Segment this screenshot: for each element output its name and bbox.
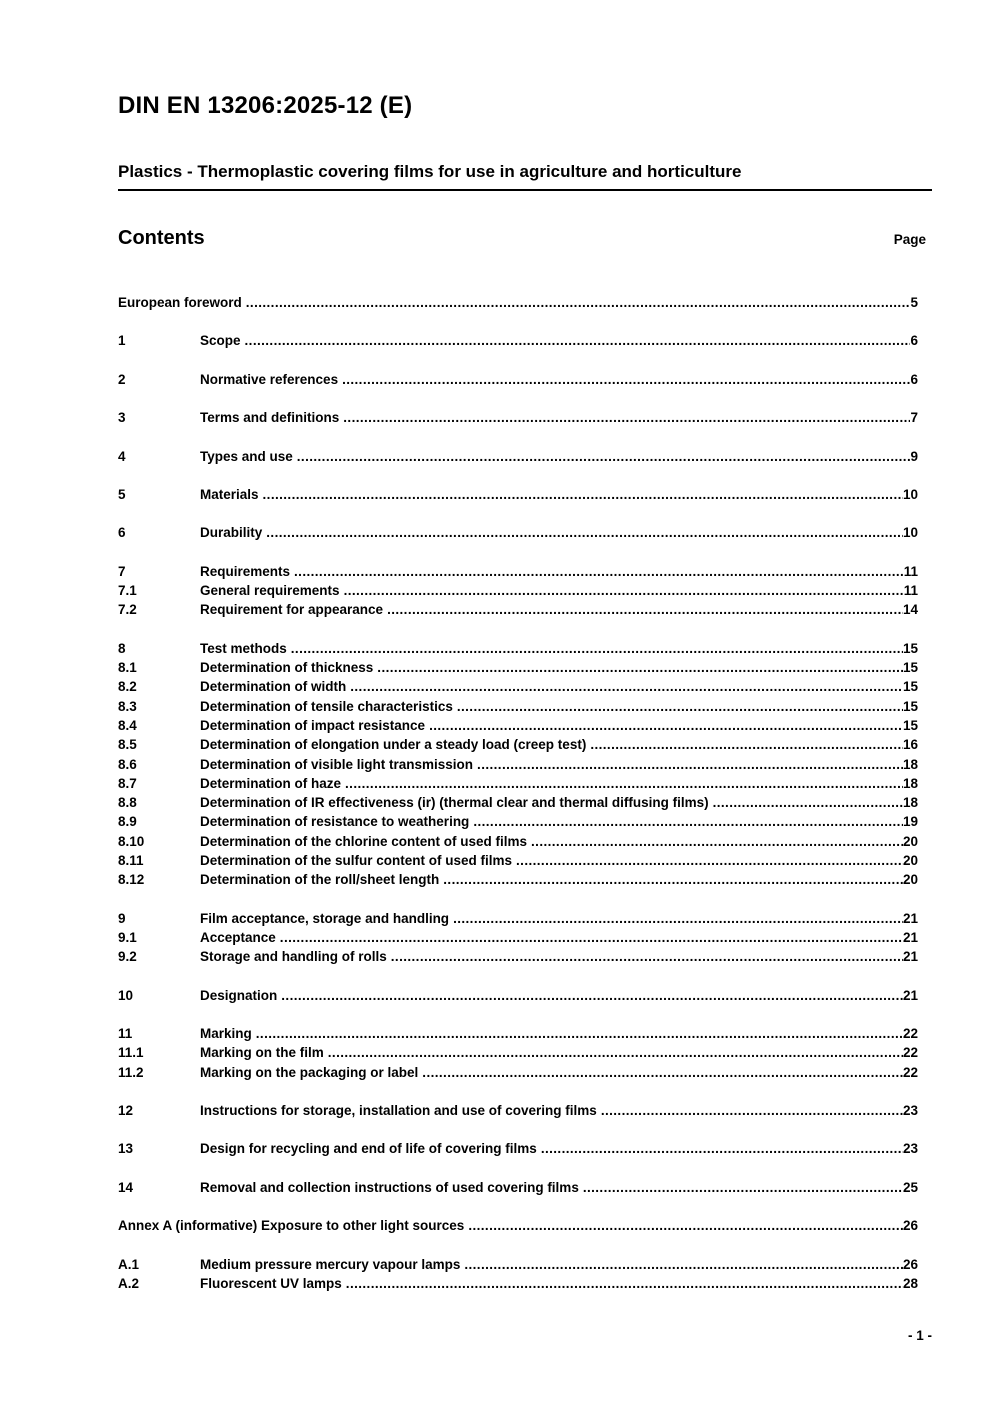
toc-page-number: 18 <box>902 775 918 791</box>
toc-page-number: 16 <box>902 737 918 753</box>
toc-dot-leader <box>342 370 910 389</box>
toc-dot-leader <box>387 600 903 619</box>
toc-entry-title: Fluorescent UV lamps <box>200 1275 342 1291</box>
toc-page-number: 6 <box>910 333 918 349</box>
toc-row <box>118 909 932 928</box>
toc-section-number: 8.1 <box>118 660 137 676</box>
toc-entry-title: Determination of resistance to weathering <box>200 814 470 830</box>
toc-section-number: A.1 <box>118 1256 140 1272</box>
toc-page-number: 23 <box>902 1103 918 1119</box>
toc-row <box>118 1274 932 1293</box>
toc-entry-title: European foreword <box>118 295 242 310</box>
toc-entry-title: Determination of thickness <box>200 660 374 676</box>
toc-page-number: 21 <box>902 987 918 1003</box>
toc-dot-leader <box>583 1178 903 1197</box>
toc-entry-title: Medium pressure mercury vapour lamps <box>200 1256 461 1272</box>
toc-entry-title: Durability <box>200 525 263 541</box>
toc-page-number: 22 <box>902 1026 918 1042</box>
toc-section-number: 5 <box>118 486 126 502</box>
toc-row <box>118 293 932 312</box>
toc-entry-title: Determination of visible light transmission <box>200 756 474 772</box>
toc-entry-title: Terms and definitions <box>200 410 340 426</box>
toc-page-number: 22 <box>902 1045 918 1061</box>
toc-section-number: 9 <box>118 910 126 926</box>
toc-entry-title: Determination of IR effectiveness (ir) (thermal clear and thermal diffusing films) <box>200 795 709 811</box>
toc-page-number: 15 <box>902 679 918 695</box>
toc-dot-leader <box>281 986 903 1005</box>
toc-section-number: 13 <box>118 1141 134 1157</box>
toc-entry-title: Marking on the film <box>200 1045 324 1061</box>
toc-entry-title: Removal and collection instructions of used covering films <box>200 1179 579 1195</box>
toc-dot-leader <box>468 1216 903 1235</box>
toc-section-number: 8.5 <box>118 737 137 753</box>
toc-dot-leader <box>343 408 910 427</box>
toc-section-number: 8.6 <box>118 756 137 772</box>
toc-list <box>118 293 932 1293</box>
document-title: DIN EN 13206:2025-12 (E) <box>118 92 413 119</box>
toc-section-number: 8.8 <box>118 795 137 811</box>
toc-page-number: 23 <box>902 1141 918 1157</box>
footer-page-number: - 1 - <box>907 1328 932 1343</box>
toc-page-number: 20 <box>902 833 918 849</box>
toc-row <box>118 851 932 870</box>
toc-page-number: 21 <box>902 949 918 965</box>
toc-row <box>118 1139 932 1158</box>
toc-row <box>118 1024 932 1043</box>
toc-entry-title: Acceptance <box>200 929 276 945</box>
document-subtitle: Plastics - Thermoplastic covering films for use in agriculture and horticulture <box>118 162 932 191</box>
toc-dot-leader <box>601 1101 903 1120</box>
toc-dot-leader <box>713 793 903 812</box>
toc-section-number: 11.2 <box>118 1064 144 1080</box>
toc-row <box>118 1255 932 1274</box>
toc-page-number: 11 <box>903 583 918 599</box>
toc-page-number: 21 <box>902 910 918 926</box>
toc-row <box>118 485 932 504</box>
toc-row <box>118 331 932 350</box>
toc-section-number: 8.9 <box>118 814 137 830</box>
toc-section-number: 8.2 <box>118 679 137 695</box>
toc-entry-title: Determination of haze <box>200 775 342 791</box>
toc-row <box>118 408 932 427</box>
toc-entry-title: Determination of tensile characteristics <box>200 698 453 714</box>
toc-row <box>118 832 932 851</box>
toc-section-number: 3 <box>118 410 126 426</box>
toc-page-number: 26 <box>902 1256 918 1272</box>
toc-section-number: 2 <box>118 371 126 387</box>
contents-heading: Contents <box>118 227 205 249</box>
toc-row <box>118 658 932 677</box>
toc-entry-title: Requirements <box>200 563 291 579</box>
toc-entry-title: Determination of the sulfur content of used films <box>200 852 513 868</box>
toc-page-number: 5 <box>910 295 918 310</box>
toc-entry-title: Requirement for appearance <box>200 602 384 618</box>
toc-dot-leader <box>266 523 903 542</box>
toc-entry-title: Determination of the chlorine content of used films <box>200 833 528 849</box>
toc-page-number: 7 <box>910 410 918 426</box>
toc-row <box>118 562 932 581</box>
toc-section-number: 11.1 <box>118 1045 144 1061</box>
toc-entry-title: Film acceptance, storage and handling <box>200 910 450 926</box>
toc-section-number: 8.10 <box>118 833 145 849</box>
toc-entry-title: Types and use <box>200 448 293 464</box>
toc-dot-leader <box>263 485 903 504</box>
toc-page-number: 10 <box>902 525 918 541</box>
toc-section-number: 8.4 <box>118 717 137 733</box>
toc-dot-leader <box>457 697 903 716</box>
toc-entry-title: Determination of impact resistance <box>200 717 426 733</box>
toc-page-number: 15 <box>902 717 918 733</box>
toc-row <box>118 774 932 793</box>
toc-page-number: 22 <box>902 1064 918 1080</box>
contents-header-row <box>118 227 932 250</box>
toc-section-number: 9.2 <box>118 949 137 965</box>
toc-page-number: 15 <box>902 640 918 656</box>
toc-entry-title: General requirements <box>200 583 340 599</box>
toc-dot-leader <box>345 774 903 793</box>
toc-section-number: 8.11 <box>118 852 144 868</box>
toc-row <box>118 812 932 831</box>
toc-section-number: 7.2 <box>118 602 137 618</box>
toc-dot-leader <box>422 1063 903 1082</box>
toc-page-number: 18 <box>902 795 918 811</box>
toc-section-number: 4 <box>118 448 126 464</box>
toc-page-number: 15 <box>902 660 918 676</box>
toc-dot-leader <box>464 1255 903 1274</box>
toc-page-number: 26 <box>902 1218 918 1234</box>
toc-section-number: 8.12 <box>118 872 145 888</box>
toc-row <box>118 677 932 696</box>
toc-row <box>118 447 932 466</box>
toc-entry-title: Determination of width <box>200 679 347 695</box>
toc-section-number: 12 <box>118 1103 134 1119</box>
toc-section-number: 7.1 <box>118 583 137 599</box>
toc-page-number: 14 <box>902 602 918 618</box>
toc-entry-title: Annex A (informative) Exposure to other light sources <box>118 1218 465 1234</box>
toc-dot-leader <box>377 658 903 677</box>
toc-row <box>118 755 932 774</box>
toc-row <box>118 370 932 389</box>
toc-dot-leader <box>531 832 903 851</box>
toc-section-number: 8.3 <box>118 698 137 714</box>
toc-entry-title: Normative references <box>200 371 339 387</box>
toc-row <box>118 1063 932 1082</box>
toc-dot-leader <box>245 331 911 350</box>
toc-section-number: 10 <box>118 987 134 1003</box>
toc-section-number: 11 <box>118 1026 133 1042</box>
toc-dot-leader <box>246 293 911 312</box>
toc-row <box>118 1216 932 1235</box>
toc-row <box>118 639 932 658</box>
toc-section-number: 6 <box>118 525 126 541</box>
toc-page-number: 25 <box>902 1179 918 1195</box>
toc-entry-title: Storage and handling of rolls <box>200 949 387 965</box>
toc-dot-leader <box>541 1139 903 1158</box>
toc-row <box>118 986 932 1005</box>
toc-dot-leader <box>291 639 903 658</box>
toc-entry-title: Marking on the packaging or label <box>200 1064 419 1080</box>
toc-page-number: 6 <box>910 371 918 387</box>
toc-entry-title: Materials <box>200 486 259 502</box>
toc-page-number: 28 <box>902 1275 918 1291</box>
toc-row <box>118 947 932 966</box>
toc-page-number: 10 <box>902 486 918 502</box>
toc-entry-title: Instructions for storage, installation and use of covering films <box>200 1103 597 1119</box>
toc-dot-leader <box>391 947 903 966</box>
toc-row <box>118 1101 932 1120</box>
toc-page-number: 18 <box>902 756 918 772</box>
toc-dot-leader <box>328 1043 903 1062</box>
toc-section-number: 9.1 <box>118 929 137 945</box>
toc-page-number: 9 <box>910 448 918 464</box>
toc-dot-leader <box>477 755 903 774</box>
toc-dot-leader <box>280 928 903 947</box>
toc-row <box>118 581 932 600</box>
toc-dot-leader <box>350 677 903 696</box>
toc-row <box>118 1043 932 1062</box>
toc-section-number: 1 <box>118 333 126 349</box>
toc-page-number: 15 <box>902 698 918 714</box>
toc-row <box>118 870 932 889</box>
toc-dot-leader <box>294 562 904 581</box>
toc-row <box>118 735 932 754</box>
toc-dot-leader <box>443 870 903 889</box>
toc-row <box>118 928 932 947</box>
toc-entry-title: Marking <box>200 1026 252 1042</box>
toc-row <box>118 716 932 735</box>
toc-page-number: 21 <box>902 929 918 945</box>
toc-entry-title: Test methods <box>200 640 287 656</box>
toc-entry-title: Determination of elongation under a steady load (creep test) <box>200 737 587 753</box>
toc-section-number: A.2 <box>118 1275 140 1291</box>
toc-row <box>118 1178 932 1197</box>
toc-section-number: 8.7 <box>118 775 137 791</box>
toc-page-number: 20 <box>902 852 918 868</box>
toc-row <box>118 523 932 542</box>
toc-section-number: 7 <box>118 563 126 579</box>
toc-section-number: 14 <box>118 1179 134 1195</box>
toc-entry-title: Design for recycling and end of life of covering films <box>200 1141 537 1157</box>
toc-page-number: 19 <box>902 814 918 830</box>
toc-entry-title: Determination of the roll/sheet length <box>200 872 440 888</box>
toc-page-number: 11 <box>903 563 918 579</box>
toc-entry-title: Scope <box>200 333 241 349</box>
toc-entry-title: Designation <box>200 987 278 1003</box>
toc-dot-leader <box>590 735 903 754</box>
toc-page-number: 20 <box>902 872 918 888</box>
toc-row <box>118 697 932 716</box>
toc-dot-leader <box>344 581 904 600</box>
page-column-label: Page <box>893 232 926 247</box>
toc-row <box>118 793 932 812</box>
toc-row <box>118 600 932 619</box>
toc-section-number: 8 <box>118 640 126 656</box>
toc-dot-leader <box>256 1024 903 1043</box>
toc-dot-leader <box>346 1274 903 1293</box>
toc-dot-leader <box>516 851 903 870</box>
toc-dot-leader <box>429 716 903 735</box>
toc-dot-leader <box>453 909 903 928</box>
toc-dot-leader <box>297 447 911 466</box>
toc-dot-leader <box>473 812 903 831</box>
